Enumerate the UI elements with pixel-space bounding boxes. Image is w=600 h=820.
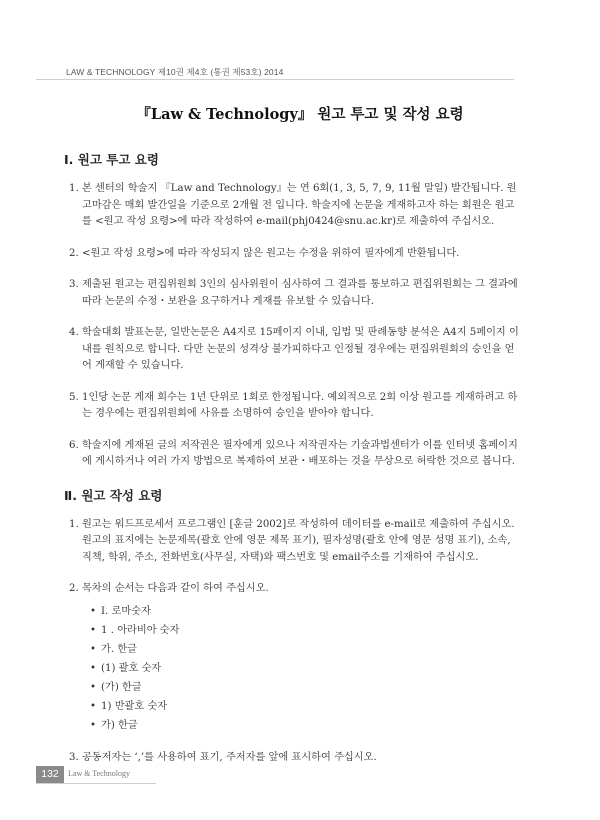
list-item: 1. 원고는 워드프로세서 프로그램인 [훈글 2002]로 작성하여 데이터를 e-mail로 제출하여 주십시오. 원고의 표지에는 논문제목(괄호 안에 영문 제목 표기), 필자성명(괄호 안에 영문 성명 표기), 소속, 직책, 학위, 주소, 전화번호(사무실, 자택)와 팩스번호 및 email주소를 기재하여 주십시오. xyxy=(69,518,515,563)
footer-label: Law & Technology xyxy=(68,769,130,778)
toc-level-item: • (1) 괄호 숫자 xyxy=(90,659,520,678)
list-item: 5. 1인당 논문 게재 회수는 1년 단위로 1회로 한정됩니다. 예외적으로 2회 이상 원고를 게재하려고 하는 경우에는 편집위원회에 사유를 소명하여 승인을 받아야 합니다. xyxy=(69,391,518,419)
bullet-icon: • xyxy=(90,700,97,712)
footer-divider xyxy=(36,783,156,784)
list-item: 4. 학술대회 발표논문, 일반논문은 A4지로 15페이지 이내, 입법 및 판례동향 분석은 A4지 5페이지 이내를 원칙으로 합니다. 다만 논문의 성격상 불가피하다고 인정될 경우에는 편집위원회의 승인을 얻어 게재할 수 있습니다. xyxy=(69,327,519,371)
bullet-icon: • xyxy=(90,605,97,617)
section-heading-writing: Ⅱ. 원고 작성 요령 xyxy=(64,487,163,503)
page-number: 132 xyxy=(36,766,64,783)
header-divider xyxy=(36,79,514,80)
toc-level-item: • (가) 한글 xyxy=(90,678,520,697)
list-item: 6. 학술지에 게재된 글의 저작권은 필자에게 있으나 저작권자는 기술과법센터가 이를 인터넷 홈페이지에 게시하거나 여러 가지 방법으로 복제하여 보관・배포하는 것을 무상으로 허락한 것으로 봅니다. xyxy=(69,439,518,467)
list-item: 3. 제출된 원고는 편집위원회 3인의 심사위원이 심사하여 그 결과를 통보하고 편집위원회는 그 결과에 따라 논문의 수정・보완을 요구하거나 게재를 유보할 수 있습니다. xyxy=(69,279,518,307)
toc-level-item: • 1) 반괄호 숫자 xyxy=(90,697,520,716)
bullet-icon: • xyxy=(90,681,97,693)
list-item: 1. 본 센터의 학술지 『Law and Technology』는 연 6회(1, 3, 5, 7, 9, 11월 말일) 발간됩니다. 원고마감은 매회 발간일을 기준으로 2개월 전 입니다. 학술지에 논문을 게재하고자 하는 회원은 원고를 <원고 작성 요령>에 따라 작성하여 e-mail(phj0424@snu.ac.kr)로 제출하여 주십시오. xyxy=(69,183,517,227)
list-item: 3. 공동저자는 ‘,’를 사용하여 표기, 주저자를 앞에 표시하여 주십시오. xyxy=(69,752,377,764)
bullet-icon: • xyxy=(90,643,97,655)
writing-guidelines-list xyxy=(64,517,520,767)
toc-level-list xyxy=(64,602,520,736)
bullet-icon: • xyxy=(90,720,97,732)
bullet-icon: • xyxy=(90,624,97,636)
toc-level-item: • Ⅰ. 로마숫자 xyxy=(90,602,520,621)
list-item: 2. <원고 작성 요령>에 따라 작성되지 않은 원고는 수정을 위하여 필자에게 반환됩니다. xyxy=(69,247,460,259)
list-item: 2. 목차의 순서는 다음과 같이 하여 주십시오. xyxy=(69,583,269,594)
section-heading-submission: Ⅰ. 원고 투고 요령 xyxy=(64,152,159,167)
document-body xyxy=(64,150,520,782)
submission-guidelines-list xyxy=(64,181,520,471)
toc-level-item: • 가) 한글 xyxy=(90,716,520,735)
running-head: LAW & TECHNOLOGY 제10권 제4호 (통권 제53호) 2014 xyxy=(66,67,284,77)
toc-level-item: • 가. 한글 xyxy=(90,640,520,659)
bullet-icon: • xyxy=(90,662,97,674)
toc-level-item: • 1 . 아라비아 숫자 xyxy=(90,621,520,640)
page-title: 『Law & Technology』 원고 투고 및 작성 요령 xyxy=(136,106,464,123)
